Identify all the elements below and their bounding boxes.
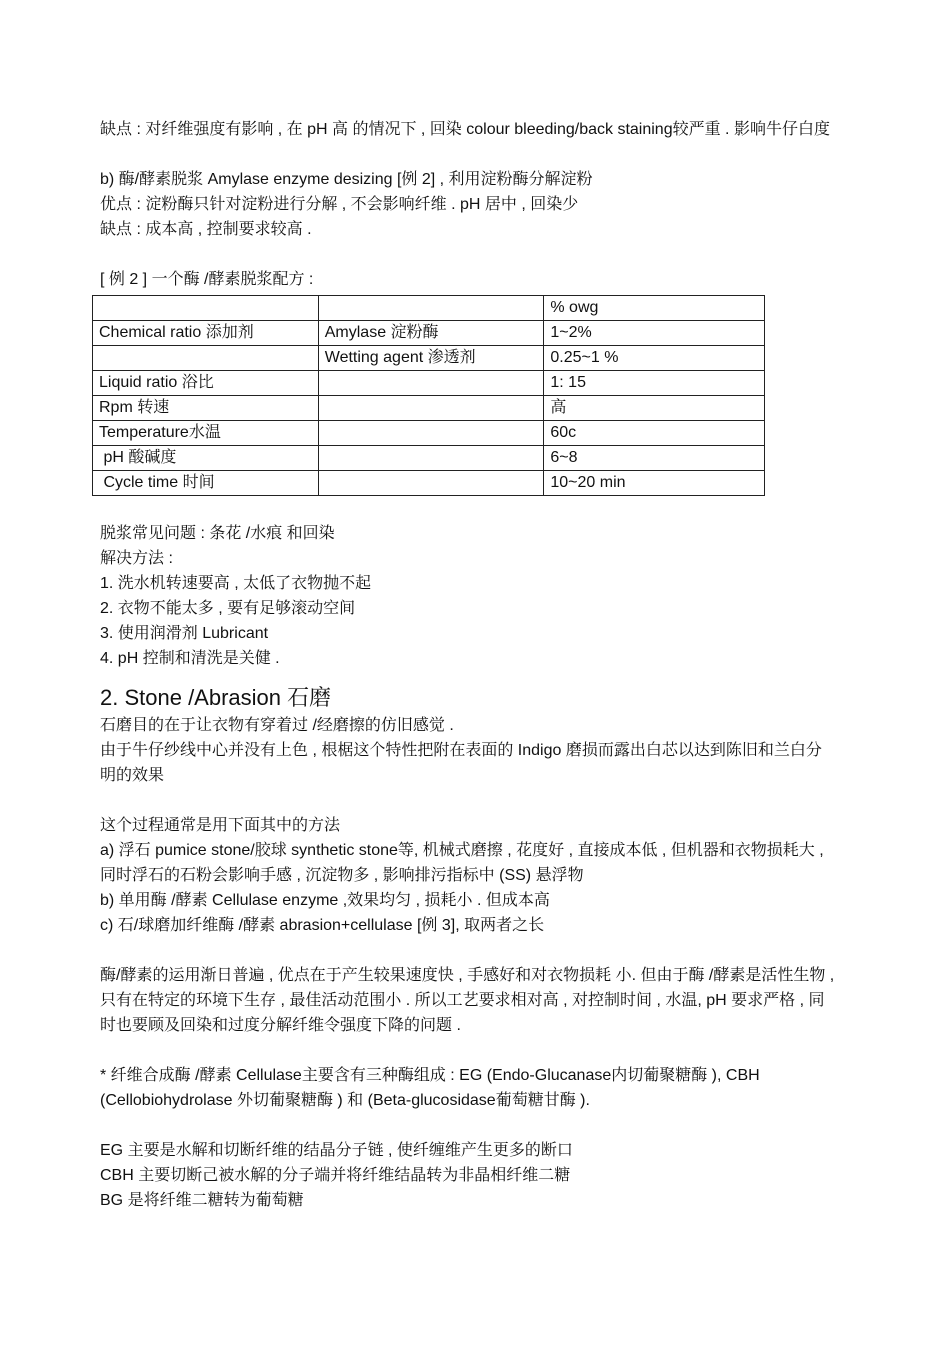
table-row bbox=[93, 396, 765, 421]
table-cell: Amylase 淀粉酶 bbox=[318, 321, 544, 346]
table-cell bbox=[318, 371, 544, 396]
table-cell bbox=[318, 396, 544, 421]
table-cell: 6~8 bbox=[544, 446, 765, 471]
list-item: 2. 衣物不能太多 , 要有足够滚动空间 bbox=[100, 600, 356, 617]
chemical-desizing-cons: 缺点 : 对纤维强度有影响 , 在 pH 高 的情况下 , 回染 colour bleeding/back staining较严重 . 影响牛仔白度 bbox=[100, 121, 830, 138]
desizing-recipe-table bbox=[92, 295, 765, 496]
table-row bbox=[93, 421, 765, 446]
enzyme-paragraph: 酶/酵素的运用渐日普遍 , 优点在于产生较果速度快 , 手感好和对衣物损耗 小. 但由于酶 /酵素是活性生物 , 只有在特定的环境下生存 , 最佳活动范围小 . 所以工艺要求相对高 , 对控制时间 , 水温, pH 要求严格 , 同时也要顾及回染和过度分解纤维令强度下降的问题 . bbox=[100, 967, 835, 1034]
table-cell: Wetting agent 渗透剂 bbox=[318, 346, 544, 371]
enzyme-desizing-pros: 优点 : 淀粉酶只针对淀粉进行分解 , 不会影响纤维 . pH 居中 , 回染少 bbox=[100, 196, 579, 213]
cbh-description: CBH 主要切断己被水解的分子端并将纤维结晶转为非晶相纤维二糖 bbox=[100, 1167, 571, 1184]
table-cell bbox=[318, 471, 544, 496]
desizing-problems bbox=[100, 521, 836, 671]
table-cell: 0.25~1 % bbox=[544, 346, 765, 371]
table-cell: Liquid ratio 浴比 bbox=[93, 371, 319, 396]
method-a: a) 浮石 pumice stone/胶球 synthetic stone等, 机械式磨擦 , 花度好 , 直接成本低 , 但机器和衣物损耗大 , 同时浮石的石粉会影响手感 , 沉淀物多 , 影响排污指标中 (SS) 悬浮物 bbox=[100, 842, 824, 884]
table-cell: 10~20 min bbox=[544, 471, 765, 496]
table-row bbox=[93, 346, 765, 371]
solutions-label: 解决方法 : bbox=[100, 550, 173, 567]
recipe-caption: [ 例 2 ] 一个酶 /酵素脱浆配方 : bbox=[100, 271, 314, 288]
table-cell: 高 bbox=[544, 396, 765, 421]
table-row bbox=[93, 446, 765, 471]
table-row bbox=[93, 321, 765, 346]
table-cell bbox=[93, 346, 319, 371]
table-row bbox=[93, 371, 765, 396]
method-c: c) 石/球磨加纤维酶 /酵素 abrasion+cellulase [例 3], 取两者之长 bbox=[100, 917, 545, 934]
table-cell bbox=[318, 446, 544, 471]
stone-purpose: 石磨目的在于让衣物有穿着过 /经磨擦的仿旧感觉 . bbox=[100, 717, 454, 734]
table-cell: Cycle time 时间 bbox=[93, 471, 319, 496]
bg-description: BG 是将纤维二糖转为葡萄糖 bbox=[100, 1192, 304, 1209]
table-cell: Temperature水温 bbox=[93, 421, 319, 446]
table-cell: 60c bbox=[544, 421, 765, 446]
table-cell bbox=[93, 296, 319, 321]
stone-reason: 由于牛仔纱线中心并没有上色 , 根椐这个特性把附在表面的 Indigo 磨损而露出白芯以达到陈旧和兰白分明的效果 bbox=[100, 742, 822, 784]
table-cell: Chemical ratio 添加剂 bbox=[93, 321, 319, 346]
list-item: 3. 使用润滑剂 Lubricant bbox=[100, 625, 269, 642]
enzyme-desizing-cons: 缺点 : 成本高 , 控制要求较高 . bbox=[100, 221, 312, 238]
list-item: 4. pH 控制和清洗是关健 . bbox=[100, 650, 280, 667]
table-cell: pH 酸碱度 bbox=[93, 446, 319, 471]
eg-description: EG 主要是水解和切断纤维的结晶分子链 , 使纤缠维产生更多的断口 bbox=[100, 1142, 573, 1159]
document-body bbox=[100, 117, 836, 1213]
problems-title: 脱浆常见问题 : 条花 /水痕 和回染 bbox=[100, 525, 335, 542]
table-cell bbox=[318, 421, 544, 446]
method-b: b) 单用酶 /酵素 Cellulase enzyme ,效果均匀 , 损耗小 . 但成本高 bbox=[100, 892, 550, 909]
methods-intro: 这个过程通常是用下面其中的方法 bbox=[100, 817, 341, 834]
enzyme-desizing-title: b) 酶/酵素脱浆 Amylase enzyme desizing [例 2] , 利用淀粉酶分解淀粉 bbox=[100, 171, 593, 188]
table-cell: 1~2% bbox=[544, 321, 765, 346]
cellulase-paragraph: * 纤维合成酶 /酵素 Cellulase主要含有三种酶组成 : EG (Endo-Glucanase内切葡聚糖酶 ), CBH (Cellobiohydrolase 外切葡聚糖酶 ) 和 (Beta-glucosidase葡萄糖甘酶 ). bbox=[100, 1067, 760, 1109]
table-row bbox=[93, 471, 765, 496]
table-cell: Rpm 转速 bbox=[93, 396, 319, 421]
table-cell bbox=[318, 296, 544, 321]
table-row bbox=[93, 296, 765, 321]
table-cell: % owg bbox=[544, 296, 765, 321]
table-cell: 1: 15 bbox=[544, 371, 765, 396]
section-heading-stone: 2. Stone /Abrasion 石磨 bbox=[100, 685, 332, 710]
list-item: 1. 洗水机转速要高 , 太低了衣物抛不起 bbox=[100, 575, 372, 592]
